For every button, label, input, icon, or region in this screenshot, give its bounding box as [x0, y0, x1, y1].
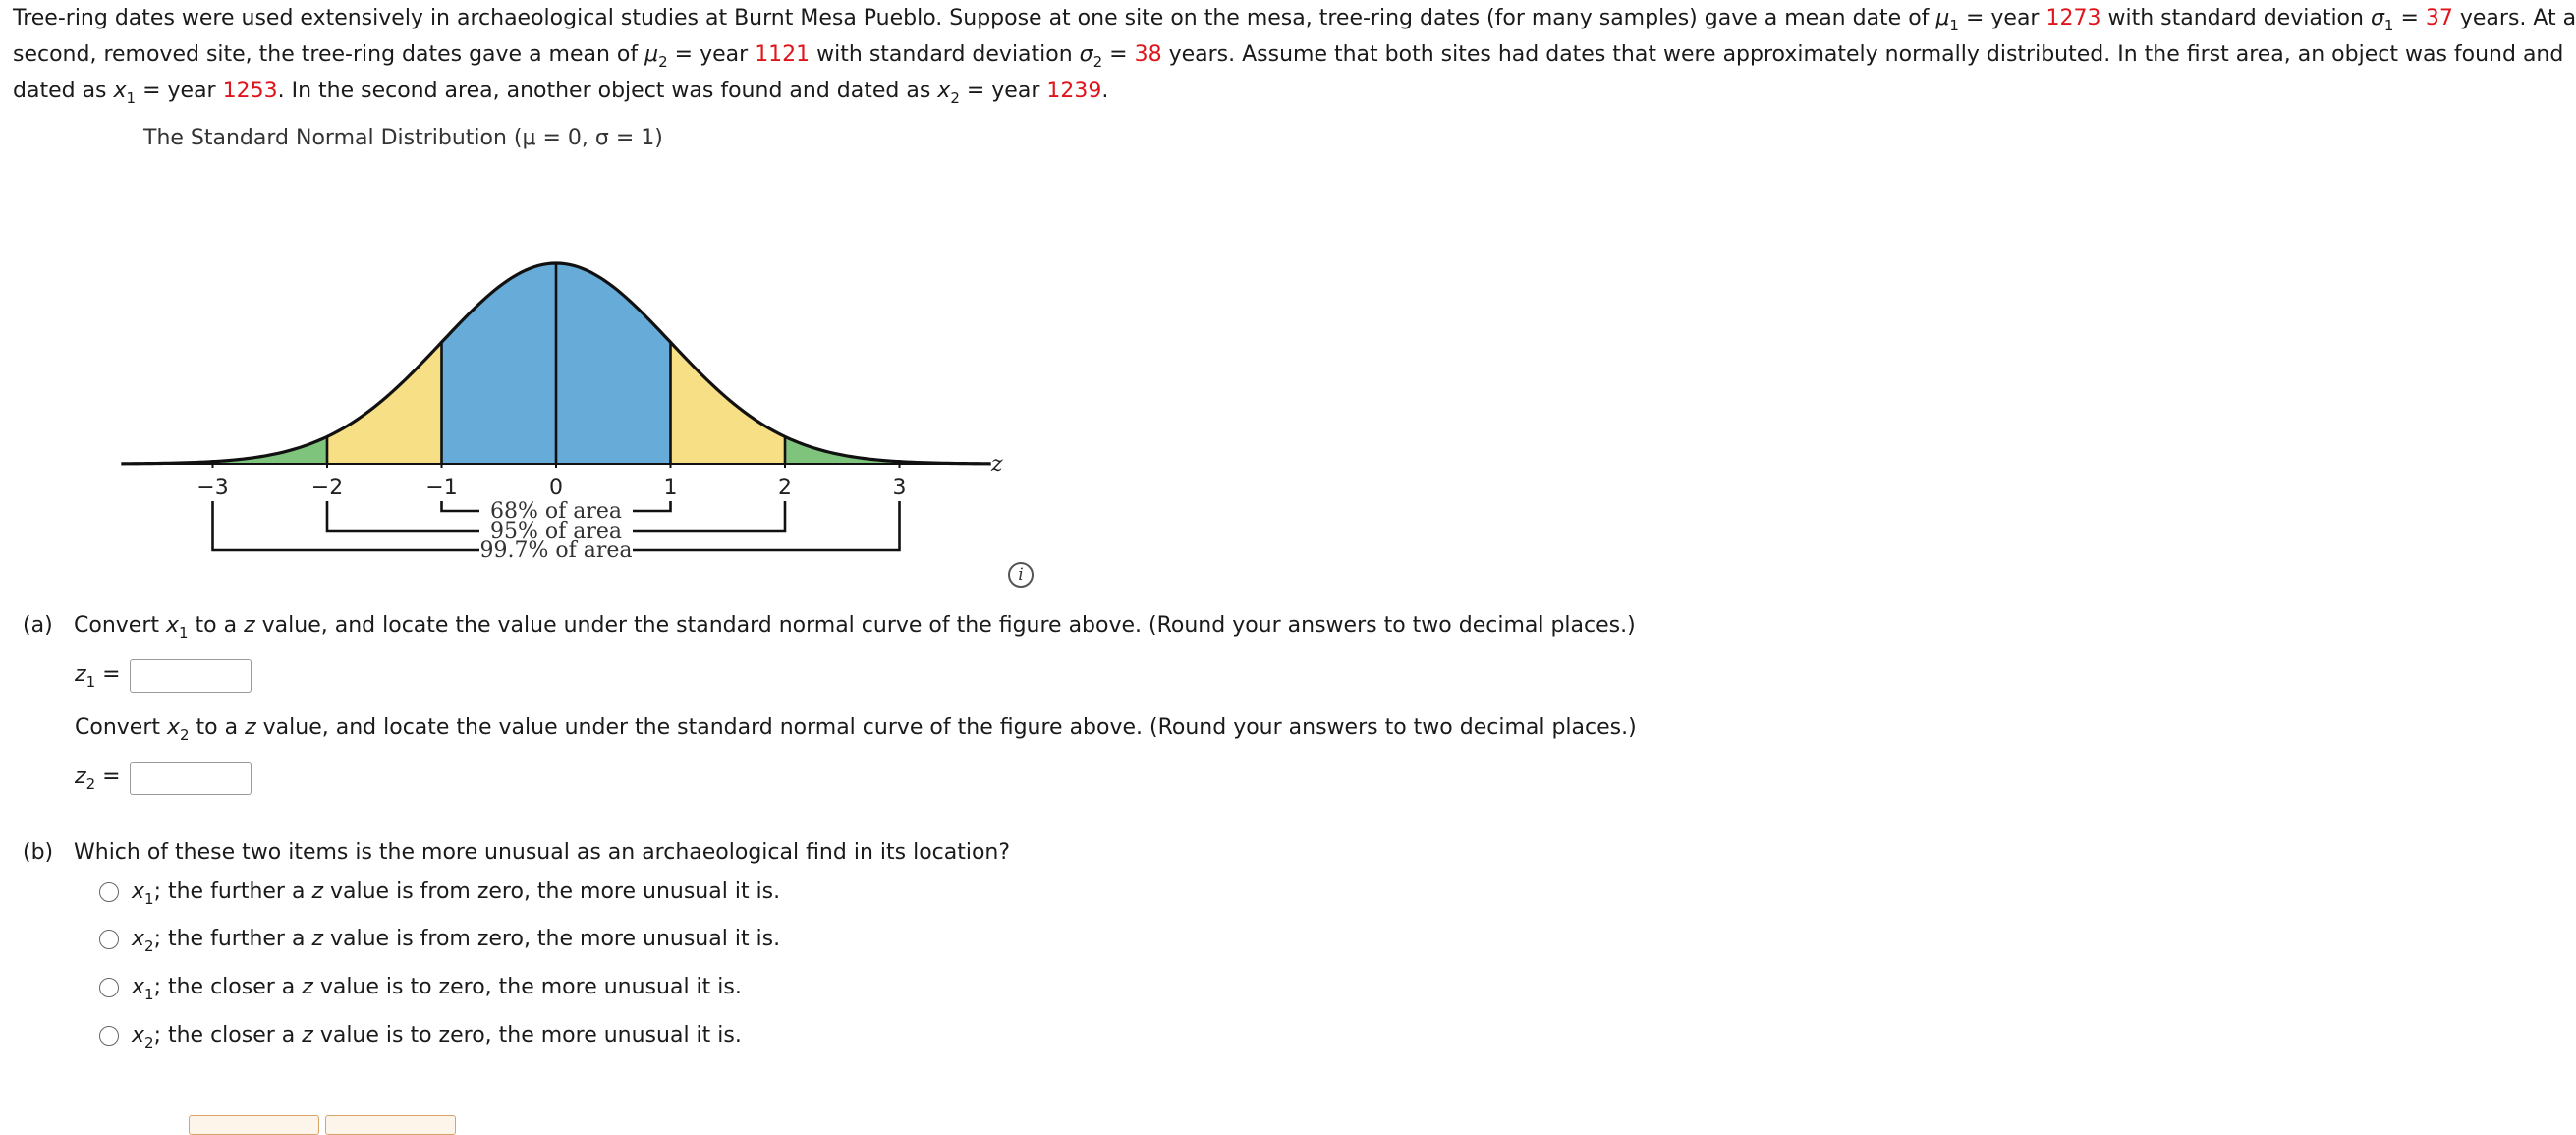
tick-label: 2: [778, 476, 792, 500]
tick-label: 3: [892, 476, 907, 500]
mu2-value: 1121: [755, 42, 811, 67]
z2-input[interactable]: [130, 762, 252, 795]
info-icon[interactable]: i: [1008, 562, 1034, 588]
axis-label: z: [991, 452, 1003, 477]
radio-button[interactable]: [99, 930, 119, 949]
problem-statement: Tree-ring dates were used extensively in archaeological studies at Burnt Mesa Pueblo. Suppose at one site on the mesa, tree-ring dates (for many samples) gave a mean date of $\mu_1$ = year 1273 with standard deviation $\sigma_1 = 37$ years. At a second, removed site, the tree-ring dates gave a mean of $\mu_2$ = year 1121 with standard deviation $\sigma_2 = 38$ years. Assume that both sites had dates that were approximately normally distributed. In the first area, an object was found and dated as $x_1$ = year 1253. In the second area, another object was found and dated as $x_2$ = year 1239.: [13, 6, 2576, 107]
secondary-button[interactable]: [325, 1115, 456, 1135]
part-a-question-1: (a) Convert $x_1$ to a z value, and locate the value under the standard normal curve of the figure above. (Round your answers to two decimal places.): [23, 613, 1636, 642]
normal-distribution-figure: [134, 177, 1018, 576]
tick-label: 1: [663, 476, 678, 500]
label-95: 95% of area: [489, 519, 623, 543]
x1-value: 1253: [222, 79, 278, 103]
radio-button[interactable]: [99, 978, 119, 997]
z1-row: $z_1$ =: [75, 662, 130, 698]
radio-button[interactable]: [99, 1026, 119, 1046]
radio-button[interactable]: [99, 882, 119, 902]
label-997: 99.7% of area: [479, 539, 633, 563]
sigma2-value: 38: [1134, 42, 1162, 67]
mu1-value: 1273: [2045, 6, 2101, 30]
normal-curve-svg: [134, 177, 1018, 570]
part-a-question-2: Convert $x_2$ to a z value, and locate the value under the standard normal curve of the figure above. (Round your answers to two decimal places.): [75, 715, 1637, 744]
tick-label: −3: [196, 476, 229, 500]
tick-label: −2: [310, 476, 344, 500]
label-68: 68% of area: [489, 499, 623, 524]
z1-input[interactable]: [130, 659, 252, 693]
part-b-question: (b) Which of these two items is the more unusual as an archaeological find in its location?: [23, 840, 1011, 865]
submit-button[interactable]: [189, 1115, 319, 1135]
z2-row: $z_2$ =: [75, 765, 130, 800]
figure-title: The Standard Normal Distribution (μ = 0, σ = 1): [143, 126, 663, 150]
sigma1-value: 37: [2425, 6, 2453, 30]
tick-label: −1: [425, 476, 458, 500]
tick-label: 0: [549, 476, 563, 500]
x2-value: 1239: [1046, 79, 1102, 103]
